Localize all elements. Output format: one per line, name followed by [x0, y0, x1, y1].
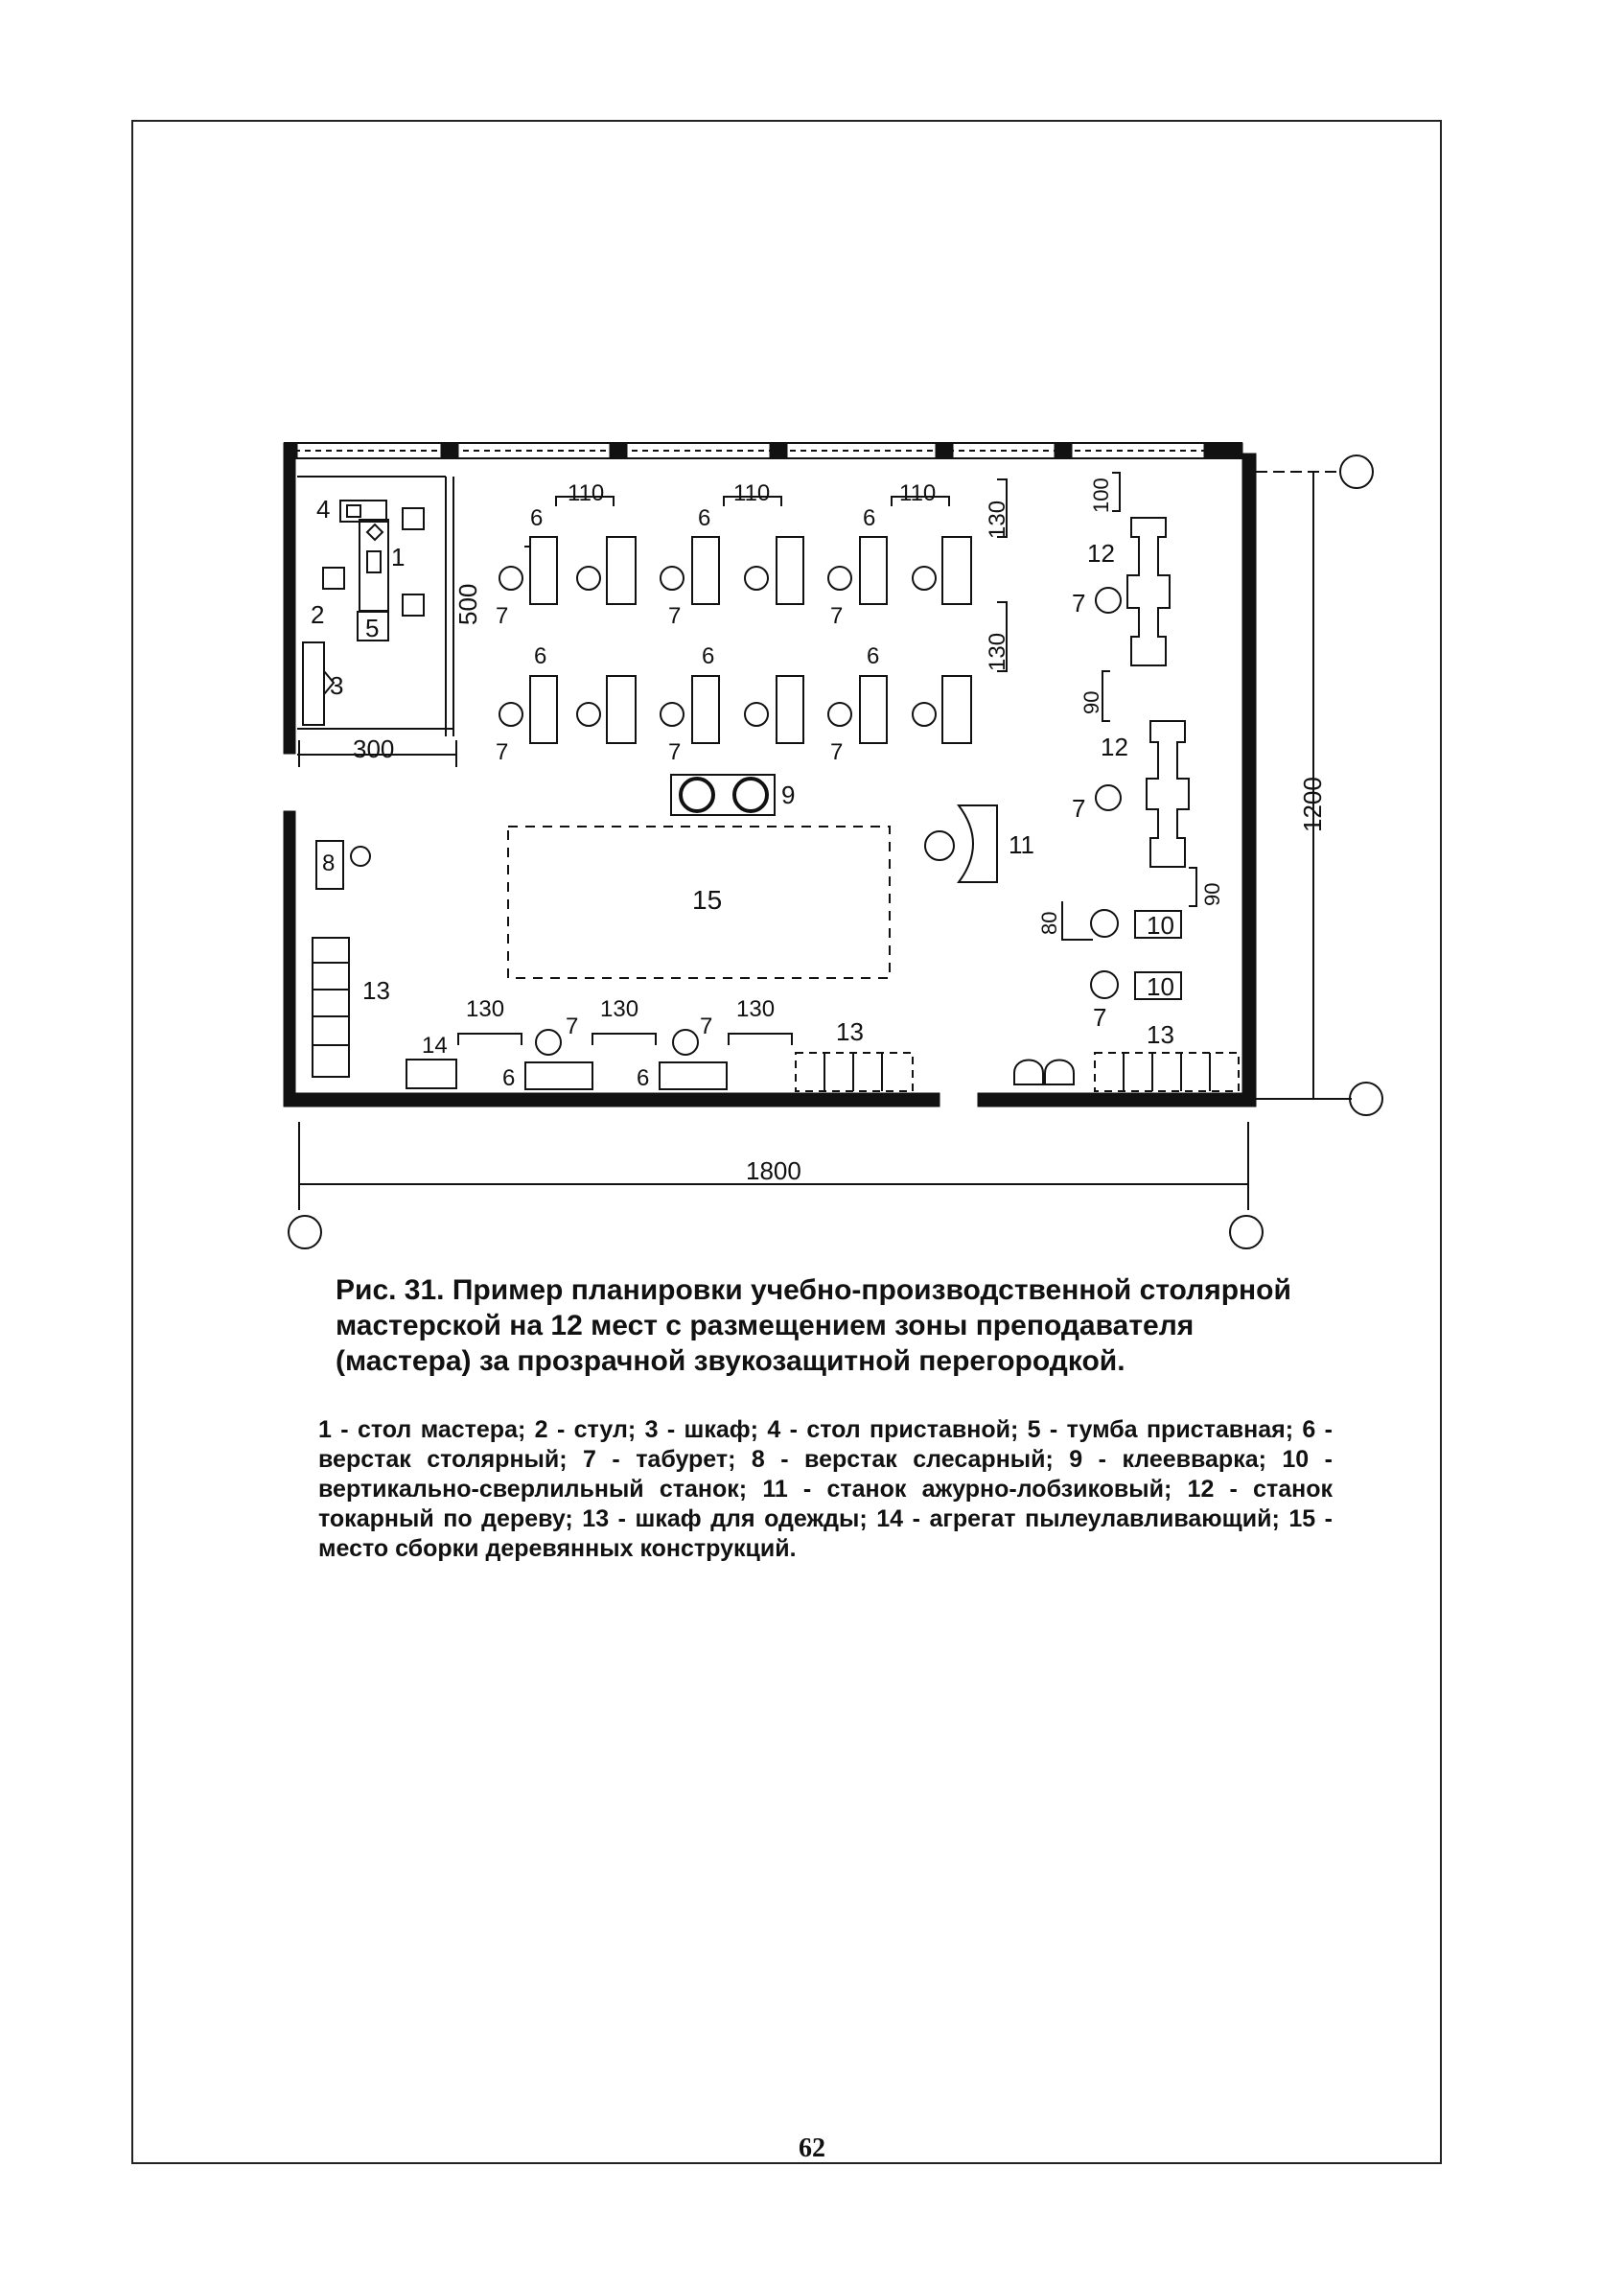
label-bench: 6	[530, 505, 544, 531]
glue-machine	[671, 775, 775, 815]
dim-bench-gap: 110	[568, 480, 605, 506]
dim-bench-gap: 110	[733, 480, 771, 506]
label-assembly-area: 15	[692, 885, 723, 915]
figure-legend: 1 - стол мастера; 2 - стул; 3 - шкаф; 4 - стол приставной; 5 - тумба приставная; 6 - верстак столярный; 7 - табурет; 8 - верстак слесарный; 9 - клеевварка; 10 - вертикально-сверлильный станок; 11 - станок ажурно-лобзиковый; 12 - станок токарный по дереву; 13 - шкаф для одежды; 14 - агрегат пылеулавливающий; 15 - место сборки деревянных конструкций.	[318, 1416, 1333, 1562]
label-stool: 7	[668, 739, 682, 765]
dim-row-gap: 130	[985, 500, 1010, 539]
label-wardrobe: 13	[1147, 1020, 1174, 1049]
bench	[777, 537, 803, 604]
windows	[284, 443, 1242, 458]
dim-row-gap: 130	[985, 632, 1010, 671]
stool	[499, 567, 522, 590]
right-labels	[1037, 478, 1224, 1032]
bench-row-1	[499, 537, 971, 604]
bench	[860, 537, 887, 604]
bottom-labels	[422, 996, 775, 1091]
cabinet-3	[303, 642, 324, 725]
label-wardrobe: 13	[836, 1017, 864, 1046]
dim-aisle: 130	[736, 996, 776, 1022]
dim-lathe-gap: 90	[1200, 882, 1224, 906]
label-metal-bench: 8	[322, 851, 336, 876]
label-lathe: 12	[1101, 733, 1128, 761]
label-bench: 6	[534, 643, 547, 669]
label-bench: 6	[502, 1065, 516, 1091]
stool	[673, 1030, 698, 1055]
label-bench: 6	[637, 1065, 650, 1091]
label-side-stand: 5	[365, 614, 380, 642]
bench	[607, 537, 636, 604]
stool	[577, 567, 600, 590]
dim-drill-gap: 80	[1037, 911, 1061, 935]
label-master-table: 1	[391, 543, 406, 571]
stool	[661, 567, 684, 590]
bench	[692, 537, 719, 604]
label-bench: 6	[702, 643, 715, 669]
chair-2	[323, 568, 344, 589]
bench-row-2	[499, 676, 971, 743]
bench	[942, 537, 971, 604]
label-chair: 2	[311, 600, 325, 629]
dim-teacher-depth: 500	[453, 583, 482, 625]
stool	[536, 1030, 561, 1055]
label-stool: 7	[668, 603, 682, 629]
lathes	[1062, 473, 1196, 999]
label-stool: 7	[496, 603, 509, 629]
label-dust-collector: 14	[422, 1033, 448, 1059]
page-number: 62	[799, 2133, 825, 2163]
workbenches	[499, 479, 1007, 743]
label-stool: 7	[566, 1014, 579, 1039]
label-drill-press: 10	[1147, 911, 1174, 940]
bench	[524, 537, 557, 604]
label-drill-press: 10	[1147, 972, 1174, 1001]
label-jigsaw: 11	[1009, 830, 1034, 859]
label-lathe: 12	[1087, 539, 1115, 568]
stool	[828, 567, 851, 590]
label-stool: 7	[830, 603, 844, 629]
label-stool: 7	[1072, 589, 1086, 618]
dim-aisle: 130	[600, 996, 639, 1022]
label-glue-machine: 9	[781, 781, 796, 809]
dust-collector	[406, 1060, 456, 1088]
bench	[660, 1062, 727, 1089]
label-bench: 6	[867, 643, 880, 669]
dim-bench-gap: 110	[899, 480, 937, 506]
label-stool: 7	[1072, 794, 1086, 823]
dim-total-height: 1200	[1298, 777, 1327, 832]
label-stool: 7	[1093, 1003, 1107, 1032]
dim-total-width: 1800	[746, 1156, 801, 1185]
label-bench: 6	[698, 505, 711, 531]
stool	[745, 567, 768, 590]
label-side-table: 4	[316, 495, 331, 524]
label-bench: 6	[863, 505, 876, 531]
label-stool: 7	[830, 739, 844, 765]
dim-aisle: 130	[466, 996, 505, 1022]
jigsaw	[925, 805, 997, 882]
label-stool: 7	[496, 739, 509, 765]
figure-caption: Рис. 31. Пример планировки учебно-производственной столярной мастерской на 12 мест с размещением зоны преподавателя (мастера) за прозрачной звукозащитной перегородкой.	[336, 1274, 1291, 1377]
label-wardrobe: 13	[362, 976, 390, 1005]
master-table-1	[360, 520, 388, 611]
label-stool: 7	[700, 1014, 713, 1039]
stool	[913, 567, 936, 590]
label-cabinet: 3	[330, 671, 344, 700]
dim-teacher-width: 300	[353, 734, 395, 763]
dim-wall-gap: 100	[1089, 478, 1113, 513]
dim-lathe-gap: 90	[1079, 690, 1103, 714]
bench	[525, 1062, 592, 1089]
